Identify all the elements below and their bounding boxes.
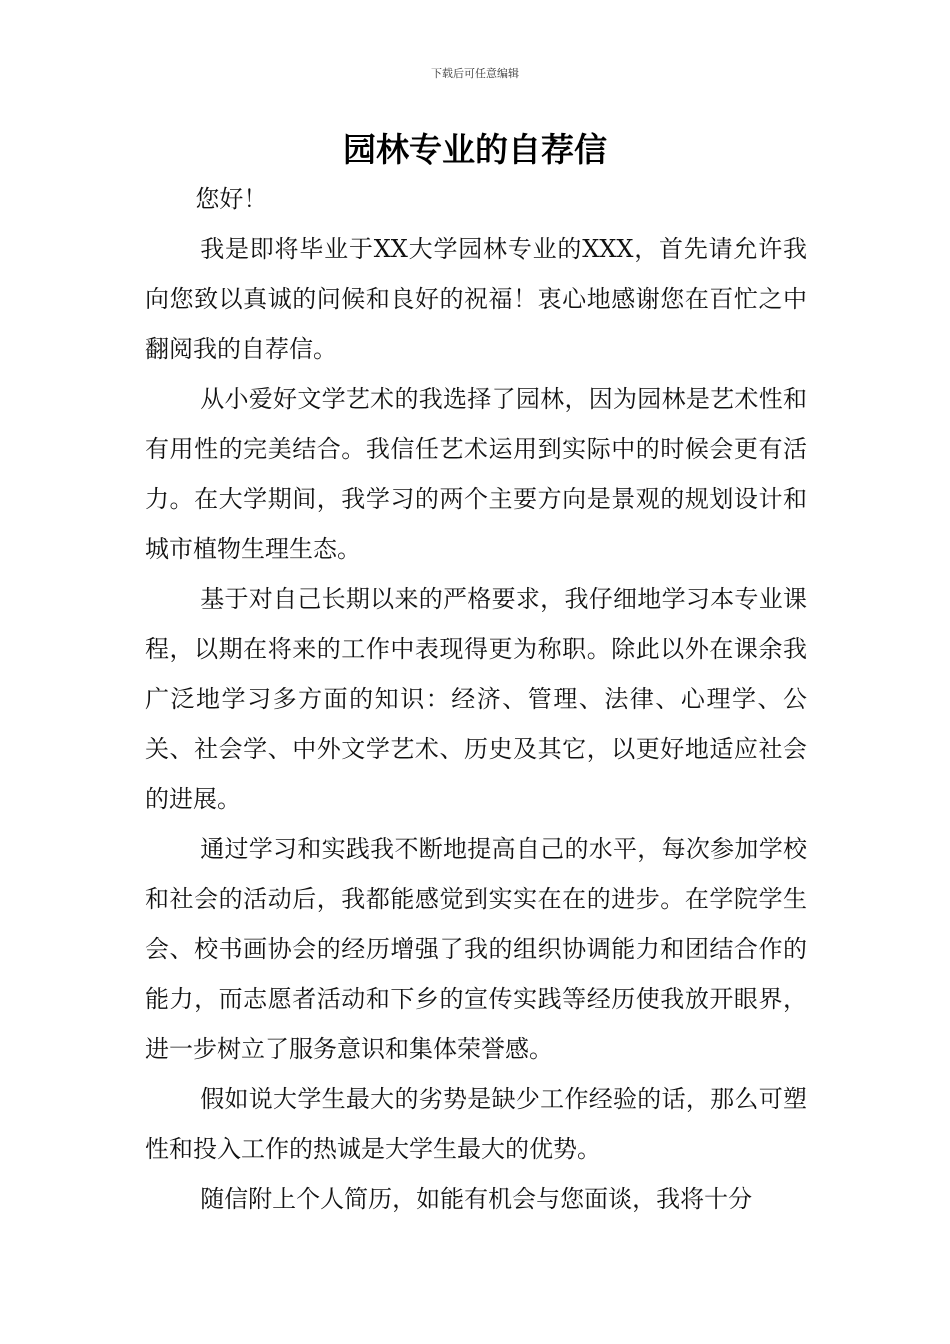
paragraph-closing: 随信附上个人简历，如能有机会与您面谈，我将十分 (200, 1185, 753, 1213)
header-note: 下载后可任意编辑 (431, 67, 519, 80)
paragraph-major-choice: 从小爱好文学艺术的我选择了园林，因为园林是艺术性和有用性的完美结合。我信任艺术运用到实际中的时候会更有活力。在大学期间，我学习的两个主要方向是景观的规划设计和城市植物生理生态。 (145, 385, 807, 563)
letter-body (145, 174, 807, 1224)
paragraph-intro: 我是即将毕业于XX大学园林专业的XXX，首先请允许我向您致以真诚的问候和良好的祝福！衷心地感谢您在百忙之中翻阅我的自荐信。 (145, 235, 807, 363)
paragraph-strengths: 假如说大学生最大的劣势是缺少工作经验的话，那么可塑性和投入工作的热诚是大学生最大的优势。 (145, 1085, 807, 1163)
paragraph-practice: 通过学习和实践我不断地提高自己的水平，每次参加学校和社会的活动后，我都能感觉到实实在在的进步。在学院学生会、校书画协会的经历增强了我的组织协调能力和团结合作的能力，而志愿者活动和下乡的宣传实践等经历使我放开眼界，进一步树立了服务意识和集体荣誉感。 (145, 835, 807, 1063)
page-title: 园林专业的自荐信 (343, 130, 607, 169)
paragraph-studies: 基于对自己长期以来的严格要求，我仔细地学习本专业课程，以期在将来的工作中表现得更为称职。除此以外在课余我广泛地学习多方面的知识：经济、管理、法律、心理学、公关、社会学、中外文学艺术、历史及其它，以更好地适应社会的进展。 (145, 585, 807, 813)
greeting: 您好！ (195, 185, 268, 213)
